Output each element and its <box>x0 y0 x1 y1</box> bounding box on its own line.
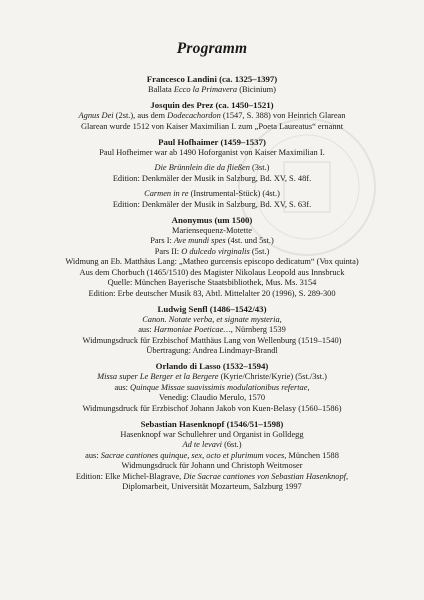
italic-title-text: Quinque Missae suavissimis modulationibus refertae <box>130 382 308 392</box>
program-line <box>40 440 384 451</box>
program-line <box>40 122 384 133</box>
program-line <box>40 461 384 472</box>
text-segment: (6st.) <box>221 440 242 449</box>
program-line <box>40 247 384 258</box>
italic-title-text: Die Sacrae cantiones von Sebastian Hasenknopf <box>183 471 346 481</box>
program-entry <box>40 419 384 493</box>
text-segment: (Bicinium) <box>237 85 276 94</box>
text-segment: Glarean wurde 1512 von Kaiser Maximilian I. zum „Poeta Laureatus“ ernannt <box>80 121 344 131</box>
text-segment: Hasenknopf war Schullehrer und Organist in Golldegg <box>120 429 304 439</box>
text-segment: Pars II: <box>154 246 182 256</box>
composer-heading: Orlando di Lasso (1532–1594) <box>155 361 269 371</box>
program-line <box>40 393 384 404</box>
text-segment: Edition: Denkmäler der Musik in Salzburg, Bd. XV, S. 48f. <box>112 173 312 183</box>
text-segment: Widmung an Eb. Matthäus Lang: „Matheo gurcensis episcopo dedicatum“ (Vox quinta) <box>65 257 359 266</box>
text-segment: Ballata <box>148 85 174 94</box>
program-line <box>40 226 384 237</box>
italic-title-text: Ad te levavi <box>182 440 222 449</box>
program-line <box>40 325 384 336</box>
text-segment: Widmungsdruck für Erzbischof Johann Jakob von Kuen-Belasy (1560–1586) <box>82 403 342 413</box>
program-entry <box>40 137 384 211</box>
text-segment: Mariensequenz-Motette <box>172 225 252 235</box>
text-segment: Edition: Erbe deutscher Musik 83, Abtl. Mittelalter 20 (1996), S. 289-300 <box>88 288 336 298</box>
text-segment: Venedig: Claudio Merulo, 1570 <box>158 393 266 402</box>
program-line <box>40 451 384 462</box>
text-segment: aus: <box>138 325 154 334</box>
program-line <box>40 336 384 347</box>
text-segment: , München 1588 <box>284 450 339 460</box>
text-segment: Pars I: <box>150 236 174 245</box>
text-segment: , <box>345 471 349 481</box>
composer-heading: Ludwig Senfl (1486–1542/43) <box>157 303 267 314</box>
text-segment: (3st.) <box>249 163 270 172</box>
program-line <box>40 372 384 383</box>
program-line <box>40 111 384 122</box>
program-line <box>40 148 384 159</box>
text-segment: , Nürnberg 1539 <box>230 325 286 334</box>
program-line <box>40 85 384 96</box>
italic-title-text: Sacrae cantiones quinque, sex, octo et plurimum voces <box>100 450 285 460</box>
program-line <box>40 174 384 185</box>
text-segment: Übertragung: Andrea Lindmayr-Brandl <box>146 346 278 355</box>
text-segment: Paul Hofheimer war ab 1490 Hoforganist von Kaiser Maximilian I. <box>99 147 325 157</box>
program-line <box>40 315 384 326</box>
text-segment: Aus dem Chorbuch (1465/1510) des Magister Nikolaus Leopold aus Innsbruck <box>79 267 345 277</box>
composer-heading: Francesco Landini (ca. 1325–1397) <box>146 74 278 84</box>
program-entry <box>40 304 384 357</box>
program-line <box>40 257 384 268</box>
program-line <box>40 289 384 300</box>
italic-title-text: Canon. Notate verba, et signate mysteria, <box>142 314 282 324</box>
italic-title-text: Missa super Le Berger et la Bergere <box>97 372 219 381</box>
italic-title-text: Carmen in re <box>144 189 189 198</box>
composer-heading: Josquin des Prez (ca. 1450–1521) <box>150 100 274 110</box>
italic-title-text: O dulcedo virginalis <box>181 246 250 256</box>
program-line <box>40 278 384 289</box>
text-segment: aus: <box>85 450 101 460</box>
text-segment: Widmungsdruck für Erzbischof Matthäus Lang von Wellenburg (1519–1540) <box>82 335 342 345</box>
program-list <box>40 74 384 497</box>
text-segment: (2st.), aus dem <box>113 111 168 120</box>
program-line <box>40 189 384 200</box>
italic-title-text: Die Brünnlein die da fließen <box>154 163 250 172</box>
italic-title-text: Harmoniae Poeticae… <box>153 325 231 334</box>
program-line <box>40 200 384 211</box>
program-entry <box>40 74 384 96</box>
italic-title-text: Agnus Dei <box>78 111 114 120</box>
program-line <box>40 236 384 247</box>
program-line <box>40 163 384 174</box>
italic-title-text: Ecco la Primavera <box>173 85 238 94</box>
program-line <box>40 472 384 483</box>
text-segment: aus: <box>114 382 131 392</box>
text-segment: (1547, S. 388) von Heinrich Glarean <box>220 111 346 120</box>
program-line <box>40 383 384 394</box>
text-segment: Edition: Elke Michel-Blagrave, <box>75 471 184 481</box>
page-title: Programm <box>176 40 248 57</box>
text-segment: Edition: Denkmäler der Musik in Salzburg, Bd. XV, S. 63f. <box>112 199 312 209</box>
program-entry <box>40 361 384 414</box>
program-line <box>40 482 384 493</box>
program-entry <box>40 215 384 300</box>
program-line <box>40 430 384 441</box>
program-line <box>40 346 384 357</box>
composer-heading: Sebastian Hasenknopf (1546/51–1598) <box>140 418 284 429</box>
text-segment: Widmungsdruck für Johann und Christoph Weitmoser <box>121 461 303 470</box>
composer-heading: Anonymus (um 1500) <box>171 214 253 225</box>
program-line <box>40 404 384 415</box>
text-segment: Quelle: München Bayerische Staatsbibliothek, Mus. Ms. 3154 <box>107 278 317 287</box>
italic-title-text: Ave mundi spes <box>173 236 226 245</box>
composer-heading: Paul Hofhaimer (1459–1537) <box>158 136 266 147</box>
italic-title-text: Dodecachordon <box>167 111 221 120</box>
text-segment: (Instrumental-Stück) (4st.) <box>188 189 280 198</box>
text-segment: (5st.) <box>249 246 270 256</box>
text-segment: (4st. und 5st.) <box>225 236 274 245</box>
text-segment: (Kyrie/Christe/Kyrie) (5st./3st.) <box>218 372 327 381</box>
text-segment: Diplomarbeit, Universität Mozarteum, Salzburg 1997 <box>122 482 302 491</box>
text-segment: , <box>307 382 310 392</box>
program-line <box>40 268 384 279</box>
program-entry <box>40 100 384 132</box>
